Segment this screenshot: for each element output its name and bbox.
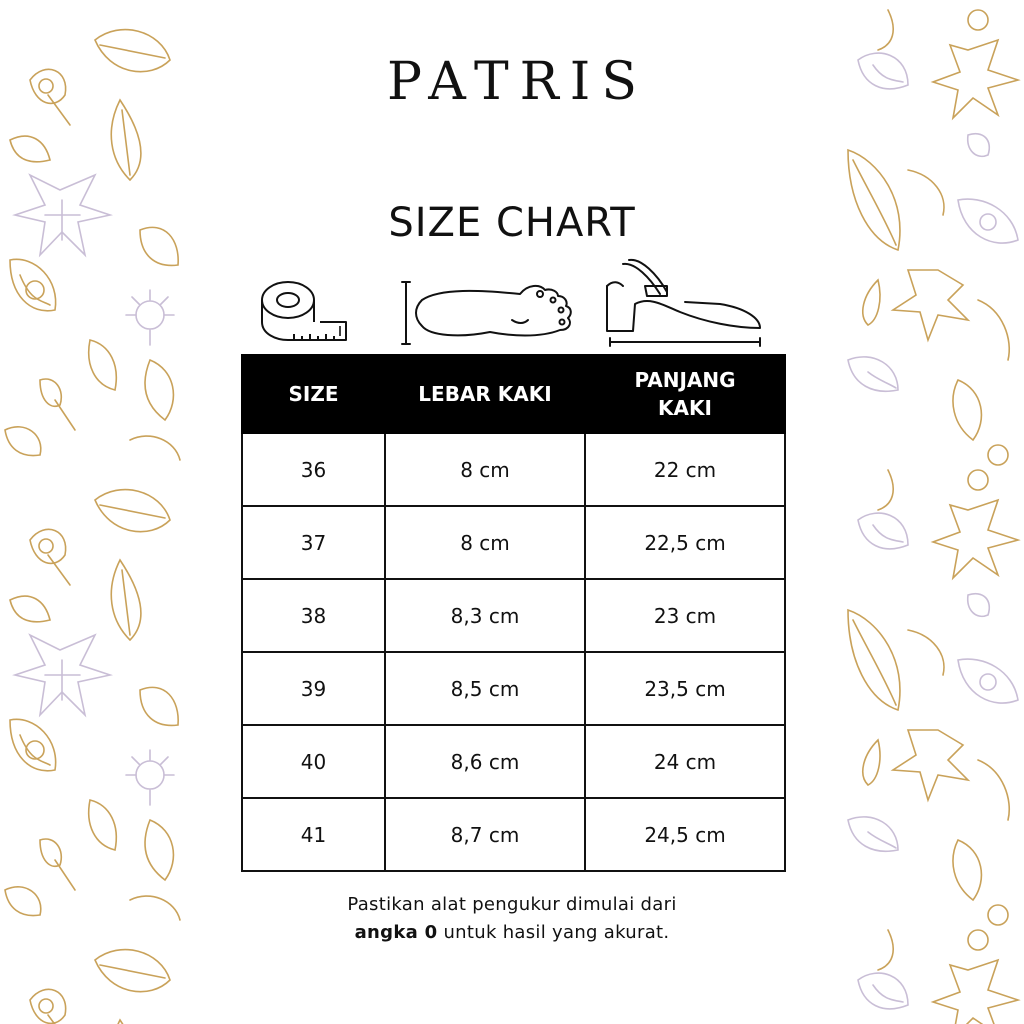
size-chart-table: [241, 354, 786, 872]
note-line-2: [0, 919, 1024, 947]
width-cell: 8,7 cm: [385, 798, 585, 871]
length-cell: 23 cm: [585, 579, 785, 652]
length-cell: 23,5 cm: [585, 652, 785, 725]
table-row: [242, 798, 785, 871]
measuring-tape-icon: [260, 278, 352, 346]
header-lebar-kaki: LEBAR KAKI: [385, 355, 585, 433]
length-cell: 22,5 cm: [585, 506, 785, 579]
table-row: [242, 725, 785, 798]
width-cell: 8,6 cm: [385, 725, 585, 798]
size-cell: 37: [242, 506, 385, 579]
botanical-illustration-icon: [838, 0, 1024, 1024]
note-bold: angka 0: [354, 922, 438, 943]
header-panjang-line2: KAKI: [658, 396, 712, 420]
floral-pattern-left: [0, 0, 186, 1024]
size-cell: 40: [242, 725, 385, 798]
slingback-heel-icon: [605, 256, 765, 354]
size-cell: 39: [242, 652, 385, 725]
table-header-row: [242, 355, 785, 433]
length-cell: 24 cm: [585, 725, 785, 798]
size-cell: 36: [242, 433, 385, 506]
size-cell: 38: [242, 579, 385, 652]
size-cell: 41: [242, 798, 385, 871]
foot-outline-icon: [400, 280, 575, 348]
measurement-icons: [240, 250, 785, 355]
measurement-note: [0, 891, 1024, 947]
table-row: [242, 652, 785, 725]
note-line-1: Pastikan alat pengukur dimulai dari: [347, 894, 677, 915]
table-row: [242, 506, 785, 579]
note-line-2-rest: untuk hasil yang akurat.: [437, 922, 670, 943]
table-row: [242, 579, 785, 652]
header-panjang-kaki: [585, 355, 785, 433]
table-row: [242, 433, 785, 506]
width-cell: 8 cm: [385, 506, 585, 579]
width-cell: 8,3 cm: [385, 579, 585, 652]
length-cell: 22 cm: [585, 433, 785, 506]
length-cell: 24,5 cm: [585, 798, 785, 871]
floral-pattern-right: [838, 0, 1024, 1024]
page-title: SIZE CHART: [388, 200, 636, 246]
header-panjang-line1: PANJANG: [634, 368, 736, 392]
width-cell: 8,5 cm: [385, 652, 585, 725]
botanical-illustration-icon: [0, 0, 186, 1024]
header-size: SIZE: [242, 355, 385, 433]
brand-logo: PATRIS: [387, 52, 648, 112]
width-cell: 8 cm: [385, 433, 585, 506]
